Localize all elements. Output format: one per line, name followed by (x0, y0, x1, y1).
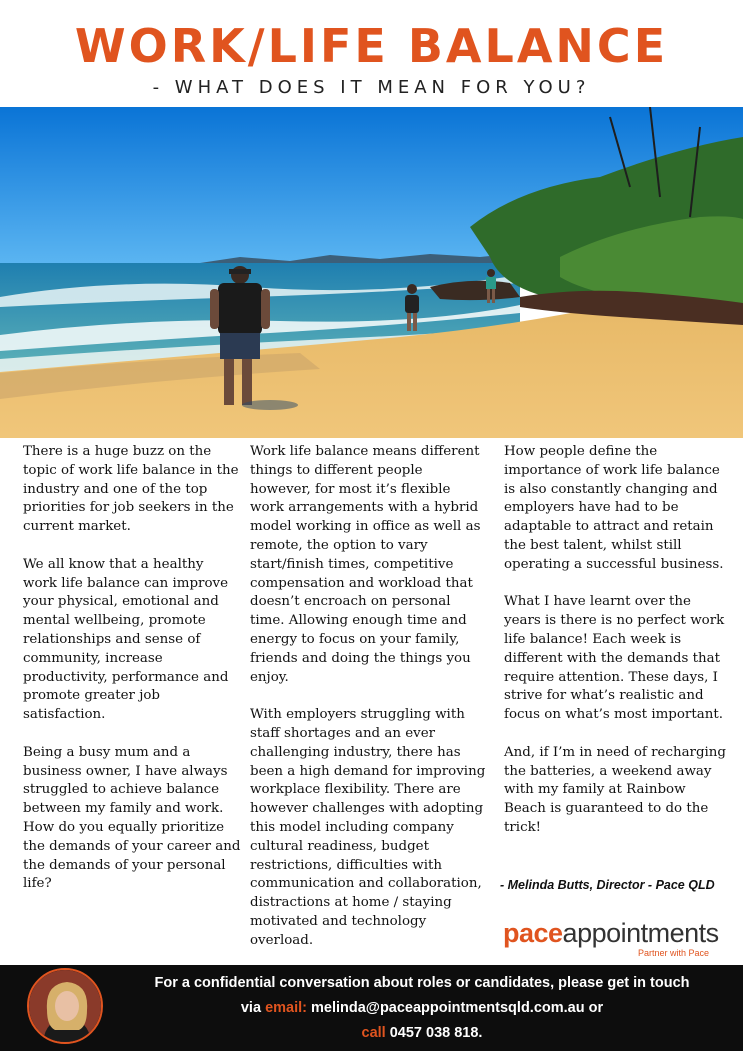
contact-line-3 (112, 1021, 732, 1046)
article-column-1 (23, 443, 241, 913)
paragraph: With employers struggling with staff shortages and an ever challenging industry, there has been a high demand for improving workplace flexibility. There are however challenges with adopting this model including company cultural readiness, budget restrictions, difficulties with communication and collaboration, distractions at home / staying motivated and technology overload. (250, 707, 486, 948)
paragraph: Being a busy mum and a business owner, I have always struggled to achieve balance between my family and work. How do you equally prioritize the demands of your career and the demands of your personal life? (23, 744, 241, 892)
call-label: call (361, 1025, 386, 1041)
article-column-2 (250, 443, 486, 969)
paragraph: Work life balance means different things to different people however, for most it’s flexible work arrangements with a hybrid model working in office as well as remote, the option to vary start/finish times, competitive compensation and workload that doesn’t encroach on personal time. Allowing enough time and energy to focus on your family, friends and doing the things you enjoy. (250, 444, 481, 685)
paragraph: And, if I’m in need of recharging the batteries, a weekend away with my family at Rainbow Beach is guaranteed to do the trick! (504, 744, 726, 835)
page-subtitle: - WHAT DOES IT MEAN FOR YOU? (152, 77, 591, 98)
avatar (27, 968, 103, 1044)
contact-text (112, 971, 732, 1046)
company-logo (503, 918, 719, 958)
logo-brand-appointments: appointments (562, 918, 719, 948)
paragraph: What I have learnt over the years is there is no perfect work life balance! Each week is different with the demands that require attention. These days, I strive for what’s realistic and focus on what’s most important. (504, 594, 725, 723)
logo-brand-pace: pace (503, 918, 563, 948)
page-title: WORK/LIFE BALANCE (74, 19, 669, 73)
contact-footer (0, 965, 743, 1051)
paragraph: How people define the importance of work life balance is also constantly changing and employers have had to be adaptable to attract and retain the best talent, whilst still operating a successful business. (504, 444, 724, 572)
paragraph: We all know that a healthy work life balance can improve your physical, emotional and mental wellbeing, promote relationships and sense of community, increase productivity, performance and promote greater job satisfaction. (23, 556, 229, 723)
author-signature: - Melinda Butts, Director - Pace QLD (500, 878, 715, 892)
phone-link[interactable]: 0457 038 818. (389, 1025, 483, 1041)
logo-tagline: Partner with Pace (637, 948, 709, 958)
email-label: email: (265, 1000, 307, 1016)
email-link[interactable]: melinda@paceappointmentsqld.com.au or (311, 1000, 604, 1016)
article-column-3 (504, 443, 730, 857)
contact-line-1: For a confidential conversation about roles or candidates, please get in touch (154, 975, 690, 991)
beach-photo (0, 107, 743, 438)
paragraph: There is a huge buzz on the topic of work life balance in the industry and one of the top priorities for job seekers in the current market. (23, 444, 239, 535)
contact-line-2: via email: melinda@paceappointmentsqld.com.au or (240, 1000, 604, 1016)
